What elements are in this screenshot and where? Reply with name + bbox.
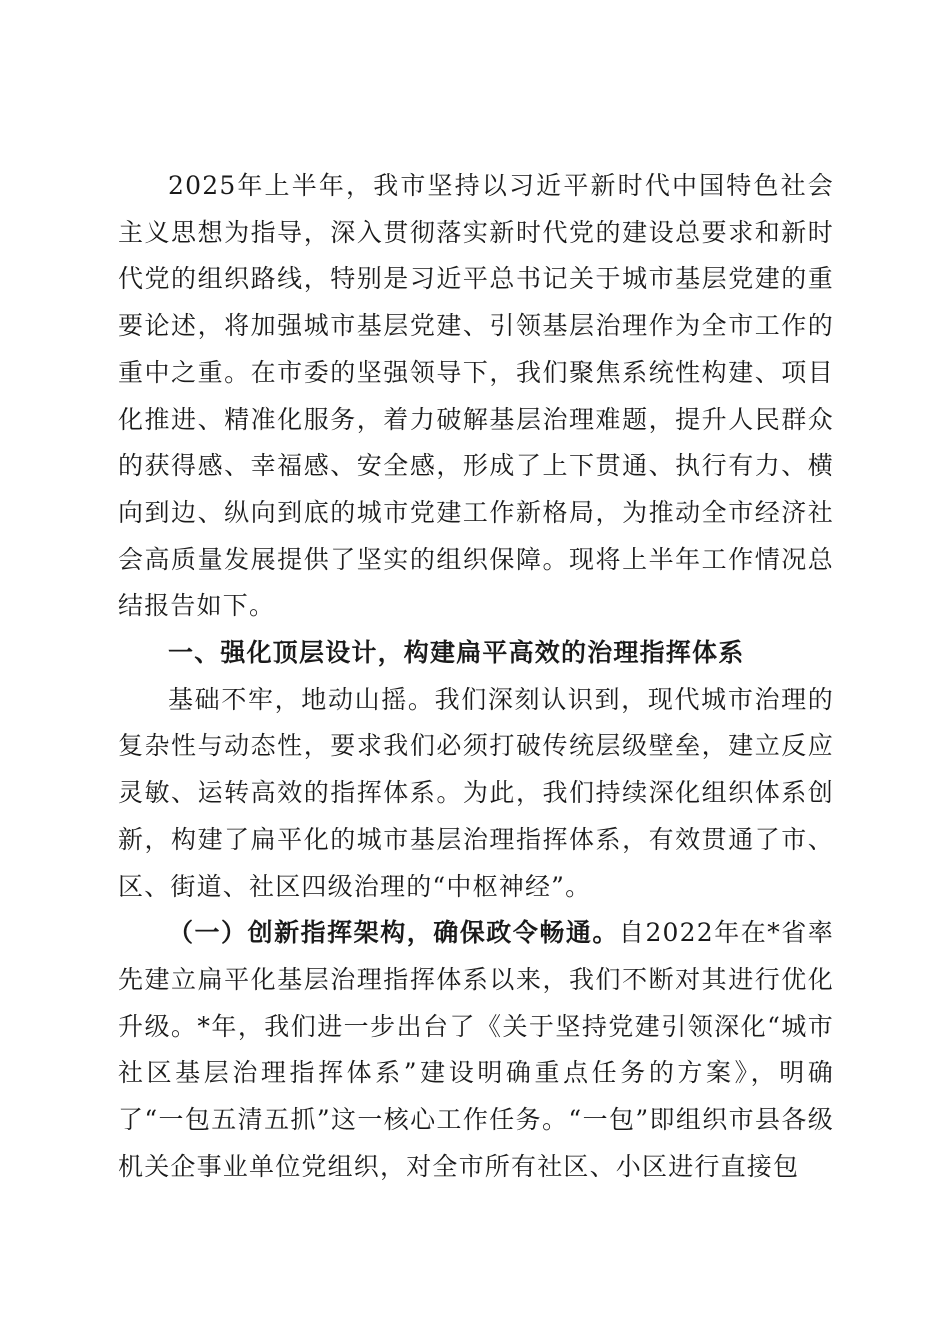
section-paragraph: 基础不牢，地动山摇。我们深刻认识到，现代城市治理的复杂性与动态性，要求我们必须打破传统层级壁垒，建立反应灵敏、运转高效的指挥体系。为此，我们持续深化组织体系创新，构建了扁平化的城市基层治理指挥体系，有效贯通了市、区、街道、社区四级治理的“中枢神经”。 — [118, 684, 834, 901]
section-heading: 一、强化顶层设计，构建扁平高效的治理指挥体系 — [168, 638, 745, 668]
intro-paragraph: 2025年上半年，我市坚持以习近平新时代中国特色社会主义思想为指导，深入贯彻落实新时代党的建设总要求和新时代党的组织路线，特别是习近平总书记关于城市基层党建的重要论述，将加强城市基层党建、引领基层治理作为全市工作的重中之重。在市委的坚强领导下，我们聚焦系统性构建、项目化推进、精准化服务，着力破解基层治理难题，提升人民群众的获得感、幸福感、安全感，形成了上下贯通、执行有力、横向到边、纵向到底的城市党建工作新格局，为推动全市经济社会高质量发展提供了坚实的组织保障。现将上半年工作情况总结报告如下。 — [118, 171, 834, 621]
subsection-text: 自2022年在*省率先建立扁平化基层治理指挥体系以来，我们不断对其进行优化升级。*年，我们进一步出台了《关于坚持党建引领深化“城市社区基层治理指挥体系”建设明确重点任务的方案》，明确了“一包五清五抓”这一核心工作任务。“一包”即组织市县各级机关企事业单位党组织，对全市所有社区、小区进行直接包 — [118, 918, 834, 1181]
document-body — [118, 163, 834, 1190]
subsection-paragraph — [118, 910, 834, 1190]
subsection-lead: （一）创新指挥架构，确保政令畅通。 — [168, 918, 619, 948]
